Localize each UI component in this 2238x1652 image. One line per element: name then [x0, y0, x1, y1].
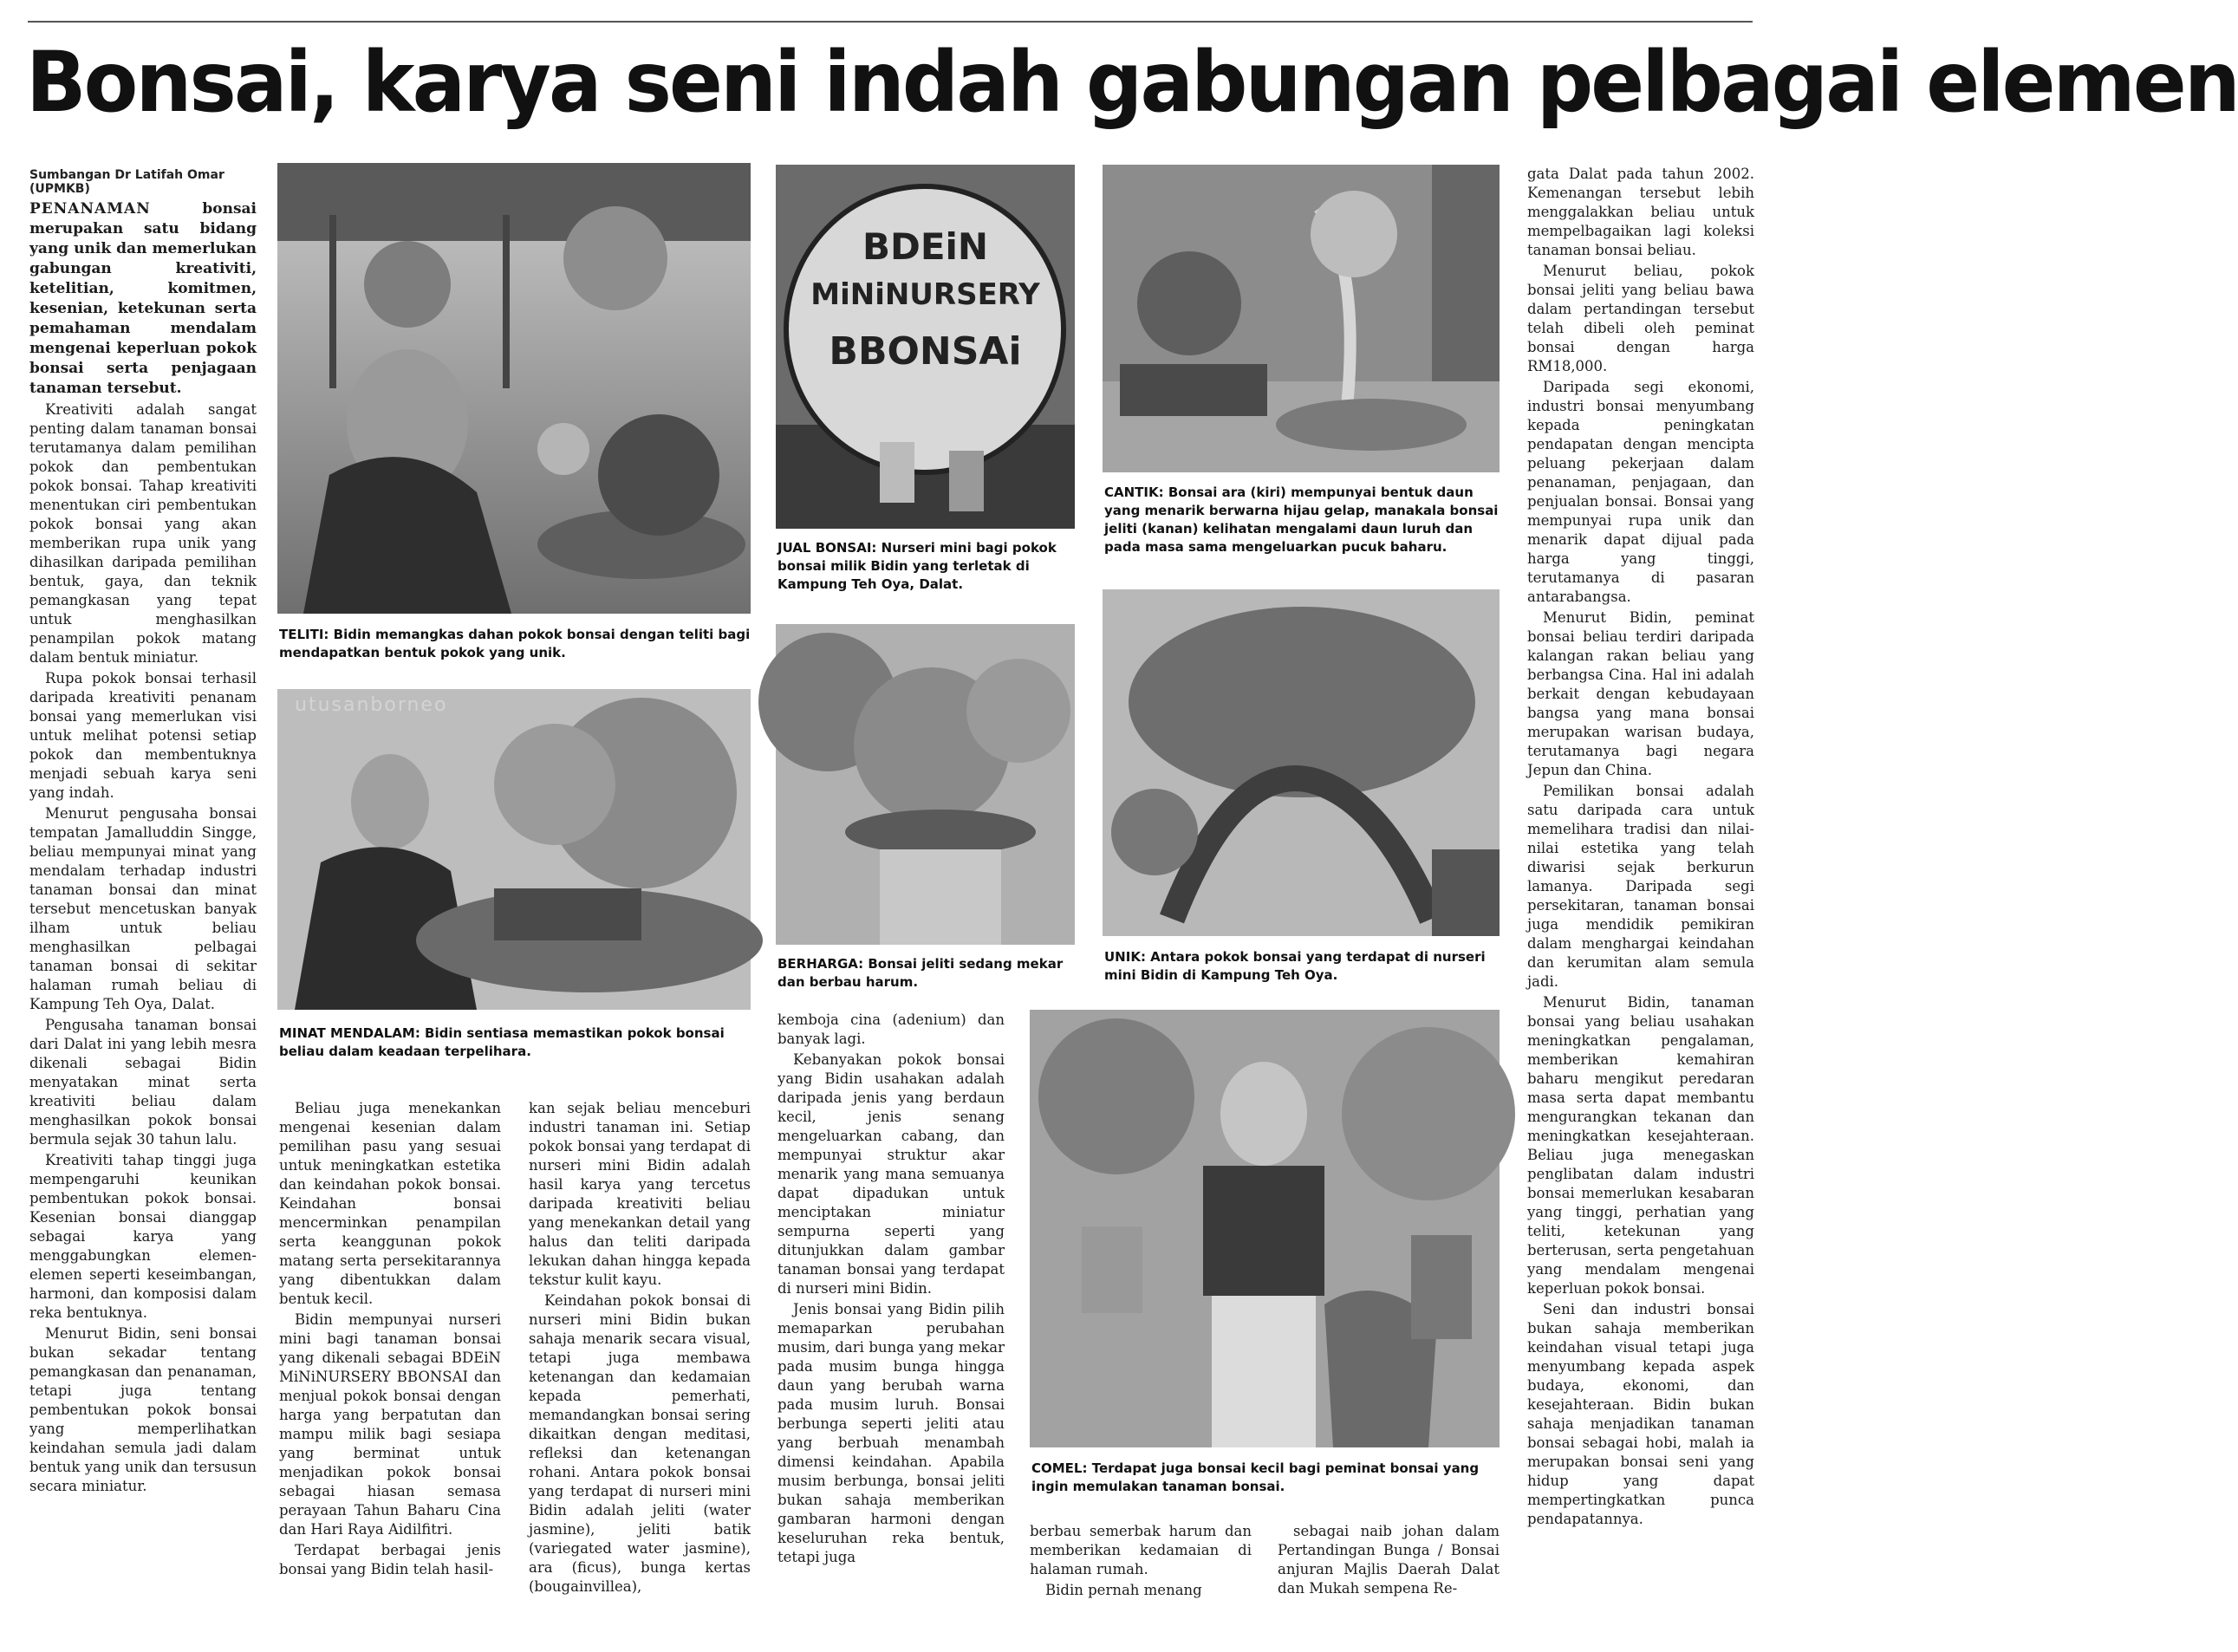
paragraph: sebagai naib johan dalam Pertandingan Bunga / Bonsai anjuran Majlis Daerah Dalat dan Mukah sempena Re-	[1278, 1523, 1500, 1597]
photo-unik	[1103, 589, 1500, 936]
lead-paragraph	[29, 199, 257, 399]
paragraph: kan sejak beliau menceburi industri tanaman ini. Setiap pokok bonsai yang terdapat di nurseri mini Bidin adalah hasil karya yang tercetus daripada kreativiti beliau yang menekankan detail yang halus dan teliti daripada lekukan dahan hingga kepada tekstur kulit kayu.	[529, 1100, 751, 1288]
column-7	[1527, 165, 1754, 1629]
sign-line-2: MiNiNURSERY	[810, 277, 1040, 312]
watermark: utusanborneo	[295, 694, 448, 716]
paragraph: Menurut Bidin, tanaman bonsai yang beliau usahakan meningkatkan pengalaman, memberikan kemahiran baharu mengikut peredaran masa serta dapat membantu mengurangkan tekanan dan meningkatkan kesejahteraan. Beliau juga menegaskan penglibatan dalam industri bonsai memerlukan kesabaran yang tinggi, perhatian yang teliti, ketekunan yang berterusan, serta pengetahuan yang mendalam mengenai keperluan pokok bonsai.	[1527, 994, 1754, 1297]
paragraph: Seni dan industri bonsai bukan sahaja memberikan keindahan visual tetapi juga menyumbang kepada aspek budaya, ekonomi, dan kesejahteraan. Bidin bukan sahaja menjadikan tanaman bonsai sebagai hobi, malah ia merupakan bonsai seni yang hidup yang dapat mempertingkatkan punca pendapatannya.	[1527, 1301, 1754, 1527]
paragraph: Keindahan pokok bonsai di nurseri mini Bidin bukan sahaja menarik secara visual, tetapi juga membawa ketenangan dan kedamaian kepada pemerhati, memandangkan bonsai sering dikaitkan dengan meditasi, refleksi dan ketenangan rohani. Antara pokok bonsai yang terdapat di nurseri mini Bidin adalah jeliti (water jasmine), jeliti batik (variegated water jasmine), ara (ficus), bunga kertas (bougainvillea),	[529, 1292, 751, 1595]
column-6	[1278, 1522, 1500, 1629]
paragraph: Menurut Bidin, peminat bonsai beliau terdiri daripada kalangan rakan beliau yang berbangsa Cina. Hal ini adalah berkait dengan kebudayaan bangsa yang mana bonsai merupakan warisan budaya, terutamanya bagi negara Jepun dan China.	[1527, 609, 1754, 778]
caption-comel: COMEL: Terdapat juga bonsai kecil bagi peminat bonsai yang ingin memulakan tanaman bonsai.	[1031, 1460, 1480, 1494]
photo-minat-mendalam	[277, 689, 751, 1010]
caption-cantik: CANTIK: Bonsai ara (kiri) mempunyai bentuk daun yang menarik berwarna hijau gelap, manakala bonsai jeliti (kanan) kelihatan mengalami daun luruh dan pada masa sama mengeluarkan pucuk baharu.	[1104, 485, 1499, 555]
paragraph: berbau semerbak harum dan memberikan kedamaian di halaman rumah.	[1030, 1523, 1252, 1577]
column-2	[279, 1099, 501, 1629]
paragraph: gata Dalat pada tahun 2002. Kemenangan tersebut lebih menggalakkan beliau untuk mempelbagaikan lagi koleksi tanaman bonsai beliau.	[1527, 166, 1754, 258]
paragraph: Bidin pernah menang	[1045, 1582, 1202, 1598]
photo-berharga	[776, 624, 1075, 945]
photo-comel-image	[1030, 1010, 1500, 1447]
column-5	[1030, 1522, 1252, 1629]
sign-line-1: BDEiN	[862, 225, 989, 268]
paragraph: Pemilikan bonsai adalah satu daripada cara untuk memelihara tradisi dan nilai-nilai estetika yang telah diwarisi sejak berkurun lamanya. Daripada segi persekitaran, tanaman bonsai juga mendidik pemikiran dalam menghargai keindahan dan kerumitan alam semula jadi.	[1527, 783, 1754, 990]
photo-unik-image	[1103, 589, 1500, 936]
paragraph: Beliau juga menekankan mengenai kesenian dalam pemilihan pasu yang sesuai untuk meningkatkan estetika dan keindahan pokok bonsai. Keindahan bonsai mencerminkan penampilan serta keanggunan pokok matang serta persekitarannya yang dibentukkan dalam bentuk kecil.	[279, 1100, 501, 1307]
photo-cantik	[1103, 165, 1500, 472]
caption-teliti: TELITI: Bidin memangkas dahan pokok bonsai dengan teliti bagi mendapatkan bentuk pokok yang unik.	[279, 627, 751, 660]
paragraph: Daripada segi ekonomi, industri bonsai menyumbang kepada peningkatan pendapatan dengan mencipta peluang pekerjaan dalam penanaman, penjagaan, dan penjualan bonsai. Bonsai yang mempunyai rupa unik dan menarik dapat dijual pada harga yang tinggi, terutamanya di pasaran antarabangsa.	[1527, 379, 1754, 605]
paragraph: Terdapat berbagai jenis bonsai yang Bidin telah hasil-	[279, 1542, 501, 1577]
paragraph: Menurut Bidin, seni bonsai bukan sekadar tentang pemangkasan dan penanaman, tetapi juga tentang pembentukan pokok bonsai yang memperlihatkan keindahan semula jadi dalam bentuk yang unik dan tersusun secara miniatur.	[29, 1325, 257, 1494]
paragraph: Jenis bonsai yang Bidin pilih memaparkan perubahan musim, dari bunga yang mekar pada musim bunga hingga daun yang berubah warna pada musim luruh. Bonsai berbunga seperti jeliti atau yang berbuah menambah dimensi keindahan. Apabila musim berbunga, bonsai jeliti bukan sahaja memberikan gambaran harmoni dengan keseluruhan reka bentuk, tetapi juga	[777, 1301, 1005, 1565]
photo-teliti-image	[277, 163, 751, 614]
paragraph: Kreativiti adalah sangat penting dalam tanaman bonsai terutamanya dalam pemilihan pokok dan pembentukan pokok bonsai. Tahap kreativiti menentukan ciri pembentukan pokok bonsai yang akan memberikan rupa unik yang dihasilkan daripada pemilihan bentuk, gaya, dan teknik pemangkasan yang tepat untuk menghasilkan penampilan pokok matang dalam bentuk miniatur.	[29, 401, 257, 666]
paragraph: kemboja cina (adenium) dan banyak lagi.	[777, 1011, 1005, 1047]
paragraph: Kreativiti tahap tinggi juga mempengaruhi keunikan pembentukan pokok bonsai. Kesenian bonsai dianggap sebagai karya yang menggabungkan elemen-elemen seperti keseimbangan, harmoni, dan komposisi dalam reka bentuknya.	[29, 1152, 257, 1321]
photo-cantik-image	[1103, 165, 1500, 472]
paragraph: Kebanyakan pokok bonsai yang Bidin usahakan adalah daripada jenis yang berdaun kecil, jenis senang mengeluarkan cabang, dan mempunyai struktur akar menarik yang mana semuanya dapat dipadukan untuk menciptakan miniatur sempurna seperti yang ditunjukkan dalam gambar tanaman bonsai yang terdapat di nurseri mini Bidin.	[777, 1051, 1005, 1297]
caption-minat-mendalam: MINAT MENDALAM: Bidin sentiasa memastikan pokok bonsai beliau dalam keadaan terpelihara.	[279, 1025, 725, 1059]
top-rule	[28, 21, 1753, 23]
photo-teliti	[277, 163, 751, 614]
paragraph: Rupa pokok bonsai terhasil daripada kreativiti penanam bonsai yang memerlukan visi untuk melihat potensi setiap pokok dan membentuknya menjadi sebuah karya seni yang indah.	[29, 670, 257, 801]
byline: Sumbangan Dr Latifah Omar (UPMKB)	[29, 168, 224, 196]
lead-caps: PENANAMAN	[29, 200, 151, 218]
photo-berharga-image	[776, 624, 1075, 945]
column-1	[29, 199, 257, 1629]
caption-unik: UNIK: Antara pokok bonsai yang terdapat di nurseri mini Bidin di Kampung Teh Oya.	[1104, 949, 1486, 983]
column-3	[529, 1099, 751, 1629]
photo-comel	[1030, 1010, 1500, 1447]
photo-minat-image	[277, 689, 751, 1010]
caption-jual-bonsai: JUAL BONSAI: Nurseri mini bagi pokok bonsai milik Bidin yang terletak di Kampung Teh Oya, Dalat.	[777, 540, 1057, 592]
paragraph: Menurut pengusaha bonsai tempatan Jamalluddin Singge, beliau mempunyai minat yang mendalam terhadap industri tanaman bonsai dan minat tersebut mencetuskan banyak ilham untuk beliau menghasilkan pelbagai tanaman bonsai di sekitar halaman rumah beliau di Kampung Teh Oya, Dalat.	[29, 805, 257, 1012]
headline: Bonsai, karya seni indah gabungan pelbagai elemen	[26, 34, 2238, 131]
paragraph: Bidin mempunyai nurseri mini bagi tanaman bonsai yang dikenali sebagai BDEiN MiNiNURSERY BBONSAI dan menjual pokok bonsai dengan harga yang berpatutan dan mampu milik bagi sesiapa yang berminat untuk menjadikan pokok bonsai sebagai hiasan semasa perayaan Tahun Baharu Cina dan Hari Raya Aidilfitri.	[279, 1311, 501, 1538]
photo-jual-bonsai	[776, 165, 1075, 529]
paragraph: Menurut beliau, pokok bonsai jeliti yang beliau bawa dalam pertandingan tersebut telah dibeli oleh peminat bonsai dengan harga RM18,000.	[1527, 263, 1754, 374]
sign-line-3: BBONSAi	[829, 329, 1022, 374]
caption-berharga: BERHARGA: Bonsai jeliti sedang mekar dan berbau harum.	[777, 956, 1064, 990]
lead-text: bonsai merupakan satu bidang yang unik dan memerlukan gabungan kreativiti, ketelitian, komitmen, kesenian, ketekunan serta pemahaman mendalam mengenai keperluan pokok bonsai serta penjagaan tanaman tersebut.	[29, 200, 257, 397]
column-4	[777, 1011, 1005, 1629]
paragraph: Pengusaha tanaman bonsai dari Dalat ini yang lebih mesra dikenali sebagai Bidin menyatakan minat serta kreativiti beliau dalam menghasilkan pokok bonsai bermula sejak 30 tahun lalu.	[29, 1017, 257, 1148]
